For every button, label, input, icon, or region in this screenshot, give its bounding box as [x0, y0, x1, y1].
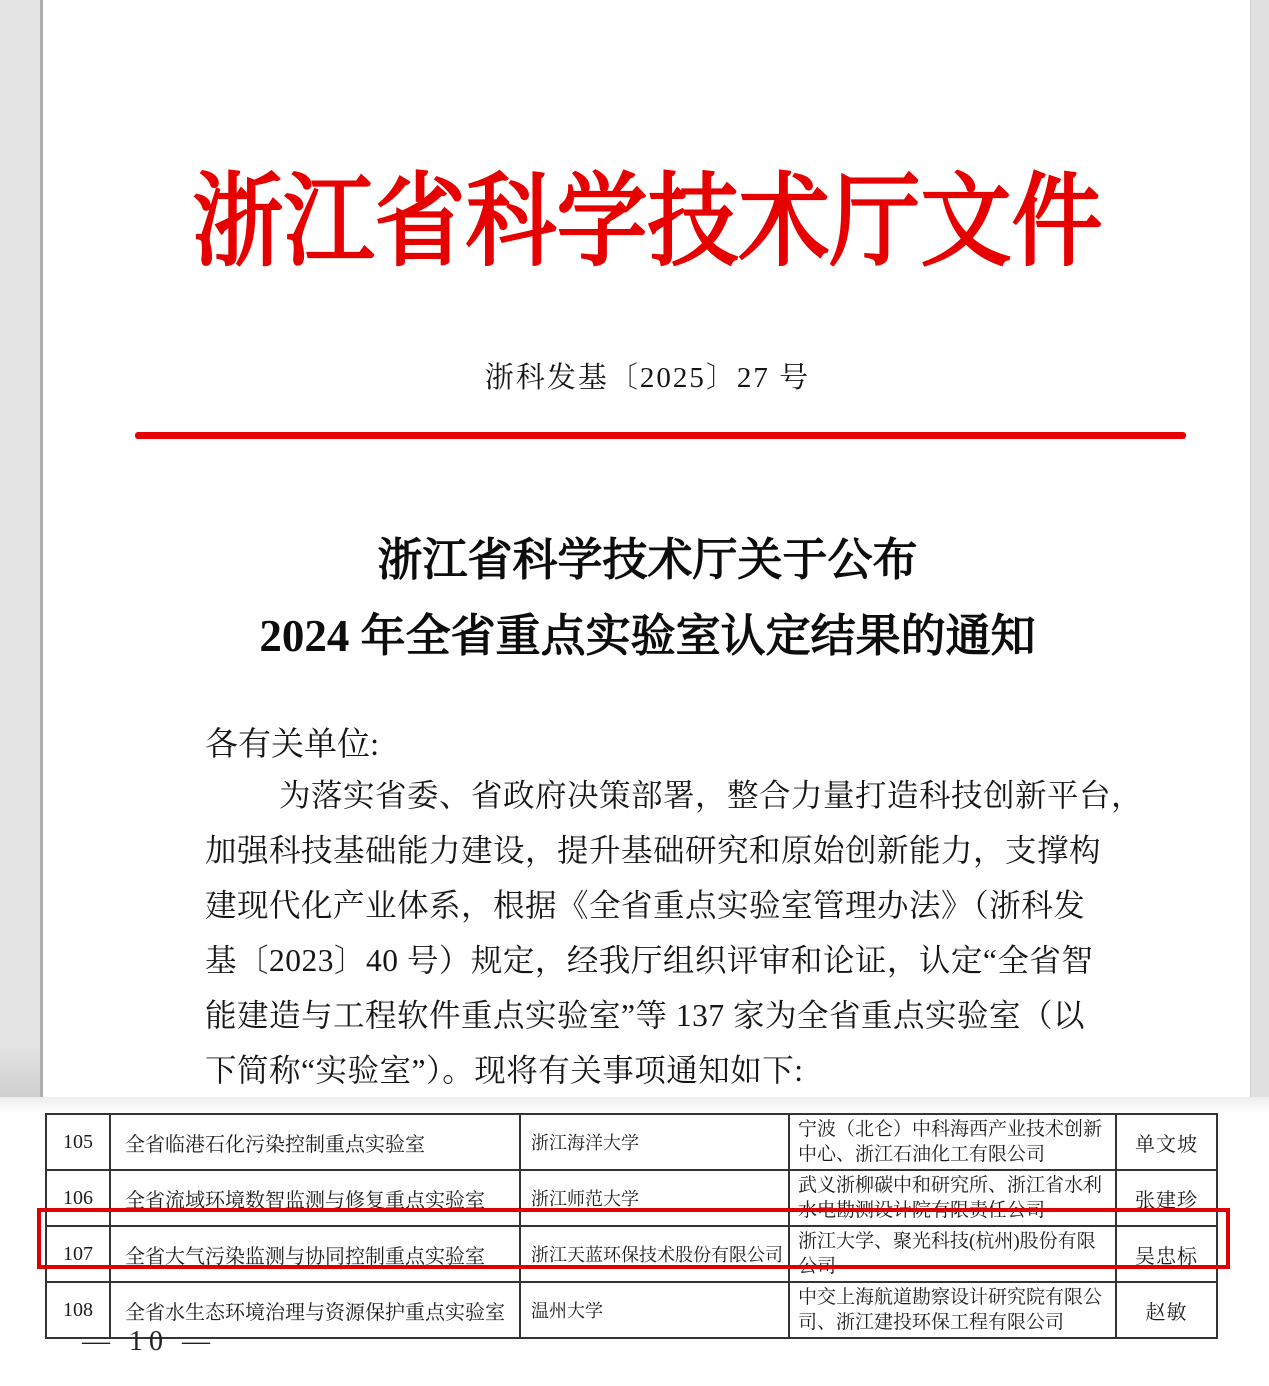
row-number-cell: 108: [46, 1282, 110, 1338]
partner-institutions-cell: 中交上海航道勘察设计研究院有限公司、浙江建投环保工程有限公司: [789, 1282, 1116, 1338]
notice-title-line2: 2024 年全省重点实验室认定结果的通知: [259, 611, 1036, 661]
document-number: 浙科发基〔2025〕27 号: [484, 362, 811, 394]
notice-title: [45, 522, 1250, 674]
lab-name-cell: 全省临港石化污染控制重点实验室: [110, 1114, 520, 1170]
director-cell: 单文坡: [1116, 1114, 1217, 1170]
row-number-cell: 107: [46, 1226, 110, 1282]
body-line: 下简称“实验室”）。现将有关事项通知如下:: [205, 1053, 804, 1088]
notice-title-line1: 浙江省科学技术厅关于公布: [377, 535, 918, 585]
body-paragraph: [205, 768, 1165, 1098]
partner-institutions-cell: 浙江大学、聚光科技(杭州)股份有限公司: [789, 1226, 1116, 1282]
institution-cell: 浙江天蓝环保技术股份有限公司: [520, 1226, 789, 1282]
table-row: [46, 1282, 1217, 1338]
row-number-cell: 105: [46, 1114, 110, 1170]
page-seam-shadow: [0, 1097, 1269, 1113]
lab-name-cell: 全省水生态环境治理与资源保护重点实验室: [110, 1282, 520, 1338]
body-line: 能建造与工程软件重点实验室”等 137 家为全省重点实验室（以: [205, 998, 1085, 1033]
partner-institutions-cell: 武义浙柳碳中和研究所、浙江省水利水电勘测设计院有限责任公司: [789, 1170, 1116, 1226]
row-highlight-box: [37, 1208, 1230, 1269]
red-letterhead-title: 浙江省科学技术厅文件: [192, 165, 1103, 279]
body-line: 为落实省委、省政府决策部署，整合力量打造科技创新平台，: [279, 778, 1144, 813]
table-row: [46, 1114, 1217, 1170]
partner-institutions-cell: 宁波（北仑）中科海西产业技术创新中心、浙江石油化工有限公司: [789, 1114, 1116, 1170]
page-margin-right: [1250, 0, 1269, 1112]
body-line: 加强科技基础能力建设，提升基础研究和原始创新能力，支撑构: [205, 833, 1102, 868]
body-line: 建现代化产业体系，根据《全省重点实验室管理办法》（浙科发: [205, 888, 1086, 923]
director-cell: 张建珍: [1116, 1170, 1217, 1226]
lab-name-cell: 全省大气污染监测与协同控制重点实验室: [110, 1226, 520, 1282]
letterhead-divider-line: [135, 432, 1186, 439]
lab-name-cell: 全省流域环境数智监测与修复重点实验室: [110, 1170, 520, 1226]
row-number-cell: 106: [46, 1170, 110, 1226]
institution-cell: 浙江师范大学: [520, 1170, 789, 1226]
institution-cell: 温州大学: [520, 1282, 789, 1338]
page-margin-left: [0, 0, 43, 1112]
salutation: 各有关单位:: [205, 727, 380, 763]
director-cell: 吴忠标: [1116, 1226, 1217, 1282]
director-cell: 赵敏: [1116, 1282, 1217, 1338]
page-number: — 10 —: [82, 1326, 216, 1357]
body-line: 基〔2023〕40 号）规定，经我厅组织评审和论证，认定“全省智: [205, 943, 1094, 978]
institution-cell: 浙江海洋大学: [520, 1114, 789, 1170]
